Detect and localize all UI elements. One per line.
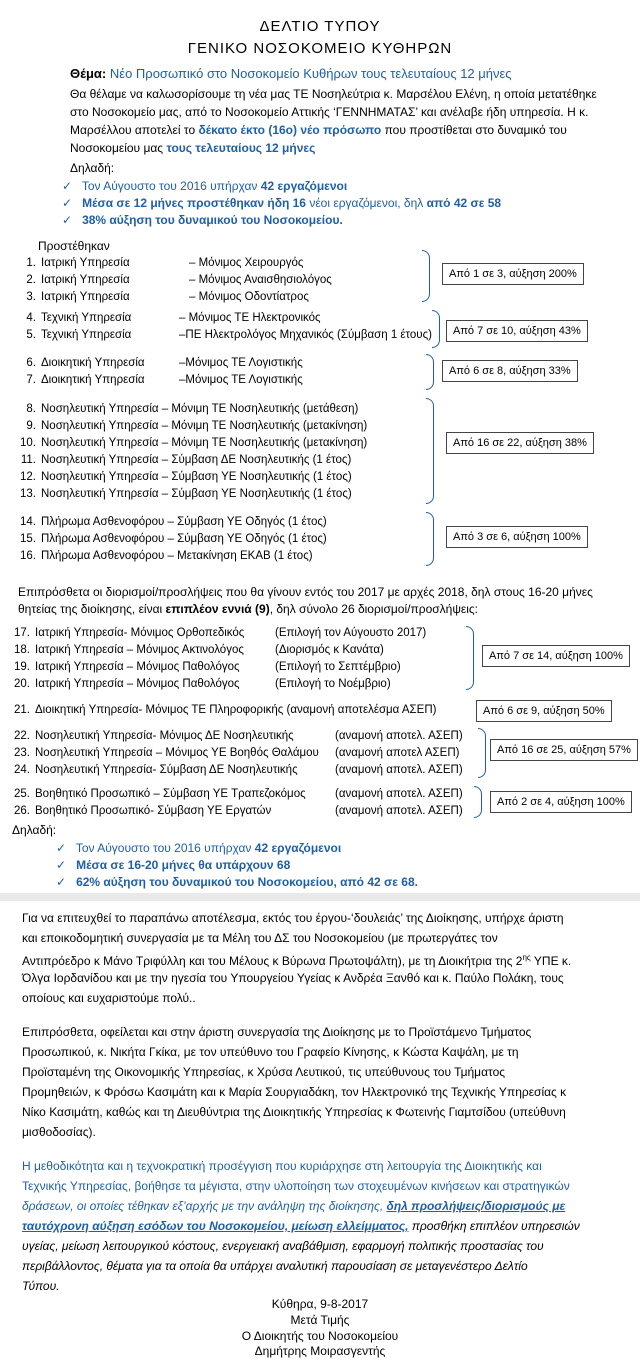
para3-l4: ταυτόχρονη αύξηση εσόδων του Νοσοκομείου, μείωση ελλείμματος, προσθήκη επιπλέον υπηρεσιών xyxy=(22,1219,580,1233)
subject xyxy=(70,66,512,82)
brace xyxy=(426,354,434,390)
stat-box: Από 16 σε 22, αύξηση 38% xyxy=(446,432,594,454)
stat-box: Από 3 σε 6, αύξηση 100% xyxy=(446,526,588,548)
list-item: 21. Διοικητική Υπηρεσία- Μόνιμος ΤΕ Πληροφορικής (αναμονή αποτελέσμα ΑΣΕΠ) xyxy=(14,704,437,716)
summary1-label: Δηλαδή: xyxy=(70,161,115,175)
summary1-item2a: Μέσα σε 12 μήνες προστέθηκαν ήδη 16 xyxy=(82,196,306,210)
brace xyxy=(466,626,474,690)
signature-regards: Μετά Τιμής xyxy=(290,1313,350,1327)
signature-place-date: Κύθηρα, 9-8-2017 xyxy=(271,1297,369,1311)
para2-l1: Επιπρόσθετα, οφείλεται και στην άριστη συνεργασία της Διοίκησης με το Προϊστάμενο Τμήματος xyxy=(22,1025,532,1039)
list-item: 13. Νοσηλευτική Υπηρεσία – Σύμβαση ΥΕ Νοσηλευτικής (1 έτος) xyxy=(20,488,352,500)
list-item: 12. Νοσηλευτική Υπηρεσία – Σύμβαση ΥΕ Νοσηλευτικής (1 έτος) xyxy=(20,471,352,483)
para2-l5: Νίκο Κασιμάτη, καθώς και τη Διευθύντρια της Διοικητικής Υπηρεσίας κ Φωτεινής Γιαμτσίδου (υπεύθυνη xyxy=(22,1105,566,1119)
brace xyxy=(478,728,486,778)
check-icon: ✓ xyxy=(62,213,73,227)
mid-line2c: , δηλ σύνολο 26 διορισμοί/προσλήψεις: xyxy=(269,602,479,616)
intro-line3b: δέκατο έκτο (16ο) νέο πρόσωπο xyxy=(198,123,382,137)
intro-line3 xyxy=(70,122,567,138)
stat-box: Από 6 σε 8, αύξηση 33% xyxy=(442,360,578,382)
list-item: 1. Ιατρική Υπηρεσία – Μόνιμος Χειρουργός xyxy=(26,257,304,269)
summary1-item3 xyxy=(62,212,343,228)
page-divider xyxy=(0,893,640,901)
list-item: 20. Ιατρική Υπηρεσία – Μόνιμος Παθολόγος (Επιλογή το Νοέμβριο) xyxy=(14,678,391,690)
signature-title: Ο Διοικητής του Νοσοκομείου xyxy=(241,1329,399,1343)
check-icon: ✓ xyxy=(62,179,73,193)
summary2-item3 xyxy=(56,874,418,890)
stat-box: Από 6 σε 9, αύξηση 50% xyxy=(476,700,612,722)
para3-link1: δηλ προσλήψεις/διορισμούς με xyxy=(386,1199,566,1213)
list-item: 16. Πλήρωμα Ασθενοφόρου – Μετακίνηση ΕΚΑΒ (1 έτος) xyxy=(20,550,313,562)
para3-l1: Η μεθοδικότητα και η τεχνοκρατική προσέγγιση που κυριάρχησε στη λειτουργία της Διοικητικής και xyxy=(22,1159,542,1173)
para3-l6: περιβάλλοντος, θέματα για τα οποία θα υπάρχει αναλυτική παρουσίαση σε μεταγενέστερο Δελτίο xyxy=(22,1259,528,1273)
list-item: 3. Ιατρική Υπηρεσία – Μόνιμος Οδοντίατρος xyxy=(26,291,309,303)
para1-l2: και εποικοδομητική συνεργασία με τα Μέλη του ΔΣ του Νοσοκομείου (με πρωτεργάτες τον xyxy=(22,931,498,945)
para2-l6: μισθοδοσίας). xyxy=(22,1125,96,1139)
para3-link2: ταυτόχρονη αύξηση εσόδων του Νοσοκομείου, μείωση ελλείμματος, xyxy=(22,1219,409,1233)
list-item: 10. Νοσηλευτική Υπηρεσία – Μόνιμη ΤΕ Νοσηλευτικής (μετακίνηση) xyxy=(20,437,368,449)
intro-line1: Θα θέλαμε να καλωσορίσουμε τη νέα μας ΤΕ Νοσηλεύτρια κ. Μαρσέλου Ελένη, η οποία μετατέθηκε xyxy=(70,87,597,101)
summary2-item1 xyxy=(56,840,341,856)
stat-box: Από 7 σε 14, αύξηση 100% xyxy=(482,645,630,667)
brace xyxy=(432,310,440,348)
list-item: 25. Βοηθητικό Προσωπικό – Σύμβαση ΥΕ Τραπεζοκόμος (αναμονή αποτελ. ΑΣΕΠ) xyxy=(14,788,463,800)
summary1-item2c: από 42 σε 58 xyxy=(426,196,502,210)
list-item: 8. Νοσηλευτική Υπηρεσία – Μόνιμη ΤΕ Νοσηλευτικής (μετάθεση) xyxy=(26,403,359,415)
intro-line4b: τους τελευταίους 12 μήνες xyxy=(166,141,316,155)
check-icon: ✓ xyxy=(56,858,67,872)
summary2-item3-text: 62% αύξηση του δυναμικού του Νοσοκομείου, από 42 σε 68. xyxy=(76,875,418,889)
para1-l5: οποίους και ευχαριστούμε πολύ.. xyxy=(22,991,196,1005)
stat-box: Από 7 σε 10, αύξηση 43% xyxy=(446,320,588,342)
header-line1: ΔΕΛΤΙΟ ΤΥΠΟΥ xyxy=(259,18,381,35)
intro-line3a: Μαρσέλλου αποτελεί το xyxy=(70,123,196,137)
mid-line2 xyxy=(18,601,478,617)
para1-l4: Όλγα Ιορδανίδου και με την ηγεσία του Υπουργείου Υγείας κ Ανδρέα Ξανθό και κ. Παύλο Πολάκη, τους xyxy=(22,971,564,985)
list-item: 6. Διοικητική Υπηρεσία –Μόνιμος ΤΕ Λογιστικής xyxy=(26,357,303,369)
subject-label: Θέμα: xyxy=(70,66,107,81)
list-item: 17. Ιατρική Υπηρεσία- Μόνιμος Ορθοπεδικός (Επιλογή τον Αύγουστο 2017) xyxy=(14,627,427,639)
list-item: 4. Τεχνική Υπηρεσία – Μόνιμος ΤΕ Ηλεκτρονικός xyxy=(26,312,321,324)
added-label: Προστέθηκαν xyxy=(38,239,110,253)
summary1-item3-text: 38% αύξηση του δυναμικού του Νοσοκομείου. xyxy=(82,213,343,227)
para3-l7: Τύπου. xyxy=(22,1279,60,1293)
stat-box: Από 1 σε 3, αύξηση 200% xyxy=(442,263,584,285)
intro-line4 xyxy=(70,140,315,156)
brace xyxy=(426,512,434,566)
list-item: 5. Τεχνική Υπηρεσία –ΠΕ Ηλεκτρολόγος Μηχανικός (Σύμβαση 1 έτους) xyxy=(26,329,432,341)
list-item: 19. Ιατρική Υπηρεσία – Μόνιμος Παθολόγος (Επιλογή το Σεπτέμβριο) xyxy=(14,661,401,673)
mid-line2b: επιπλέον εννιά (9) xyxy=(165,602,270,616)
stat-box: Από 16 σε 25, αύξηση 57% xyxy=(490,739,638,761)
list-item: 23. Νοσηλευτική Υπηρεσία – Μόνιμος ΥΕ Βοηθός Θαλάμου (αναμονή αποτελ ΑΣΕΠ) xyxy=(14,747,460,759)
para1-l1: Για να επιτευχθεί το παραπάνω αποτέλεσμα, εκτός του έργου-‘δουλειάς’ της Διοίκησης, υπήρχε άριστη xyxy=(22,911,564,925)
para3-l3: δράσεων, οι οποίες τέθηκαν εξ’αρχής με την ανάληψη της διοίκησης, δηλ προσλήψεις/διορισμούς με xyxy=(22,1199,566,1213)
list-item: 22. Νοσηλευτική Υπηρεσία- Μόνιμος ΔΕ Νοσηλευτικής (αναμονή αποτελ. ΑΣΕΠ) xyxy=(14,730,463,742)
summary2-item1b: 42 εργαζόμενοι xyxy=(254,841,342,855)
brace xyxy=(426,398,434,504)
list-item: 14. Πλήρωμα Ασθενοφόρου – Σύμβαση ΥΕ Οδηγός (1 έτος) xyxy=(20,516,327,528)
summary1-item1a: Τον Αύγουστο του 2016 υπήρχαν xyxy=(81,179,258,193)
para3-l2: Τεχνικής Υπηρεσίας, βοήθησε τα μέγιστα, στην υλοποίηση των στοχευμένων κινήσεων και στρατηγικών xyxy=(22,1179,570,1193)
list-item: 9. Νοσηλευτική Υπηρεσία – Μόνιμη ΤΕ Νοσηλευτικής (μετακίνηση) xyxy=(26,420,368,432)
para3-l5: υγείας, μείωση λειτουργικού κόστους, ενεργειακή αναβάθμιση, εφαρμογή πολιτικής προστασίας του xyxy=(22,1239,544,1253)
stat-box: Από 2 σε 4, αύξηση 100% xyxy=(490,791,632,813)
intro-line2: στο Νοσοκομείο μας, από το Νοσοκομείο Αττικής ‘ΓΕΝΝΗΜΑΤΑΣ’ και ανέλαβε ήδη υπηρεσία. Η κ. xyxy=(70,105,589,119)
check-icon: ✓ xyxy=(56,875,67,889)
list-item: 26. Βοηθητικό Προσωπικό- Σύμβαση ΥΕ Εργατών (αναμονή αποτελ. ΑΣΕΠ) xyxy=(14,805,463,817)
summary1-item2 xyxy=(62,195,501,211)
mid-line1: Επιπρόσθετα οι διορισμοί/προσλήψεις που θα γίνουν εντός του 2017 με αρχές 2018, δηλ στους 16-20 μήνες xyxy=(18,585,593,599)
para2-l2: Προσωπικού, κ. Νικήτα Γκίκα, με τον υπεύθυνο του Γραφείο Κίνησης, κ Κώστα Καψάλη, με τη xyxy=(22,1045,519,1059)
summary2-item2-text: Μέσα σε 16-20 μήνες θα υπάρχουν 68 xyxy=(76,858,291,872)
signature-name: Δημήτρης Μοιρασγεντής xyxy=(254,1344,386,1358)
list-item: 7. Διοικητική Υπηρεσία –Μόνιμος ΤΕ Λογιστικής xyxy=(26,374,303,386)
list-item: 18. Ιατρική Υπηρεσία – Μόνιμος Ακτινολόγος (Διορισμός κ Κανάτα) xyxy=(14,644,384,656)
header-line2: ΓΕΝΙΚΟ ΝΟΣΟΚΟΜΕΙΟ ΚΥΘΗΡΩΝ xyxy=(187,40,453,57)
summary2-item1a: Τον Αύγουστο του 2016 υπήρχαν xyxy=(75,841,252,855)
para2-l4: Προμηθειών, κ Φρόσω Κασιμάτη και κ Μαρία Σουργιαδάκη, τον Ηλεκτρονικό της Τεχνικής Υπηρεσίας κ xyxy=(22,1085,567,1099)
brace xyxy=(474,786,482,818)
intro-line3c: που προστίθεται στο δυναμικό του xyxy=(384,123,567,137)
list-item: 24. Νοσηλευτική Υπηρεσία- Σύμβαση ΔΕ Νοσηλευτικής (αναμονή αποτελ. ΑΣΕΠ) xyxy=(14,764,463,776)
para1-l3: Αντιπρόεδρο κ Μάνο Τριφύλλη και του Μέλους κ Βύρωνα Πρωτοψάλτη), με τη Διοικήτρια της $2^{\eta\varsigma}$ ΥΠΕ κ. xyxy=(22,953,572,968)
intro-line4a: Νοσοκομείου μας xyxy=(70,141,164,155)
list-item: 2. Ιατρική Υπηρεσία – Μόνιμος Αναισθησιολόγος xyxy=(26,274,332,286)
subject-text: Νέο Προσωπικό στο Νοσοκομείο Κυθήρων τους τελευταίους 12 μήνες xyxy=(109,66,512,81)
para2-l3: Προϊσταμένη της Οικονομικής Υπηρεσίας, κ Χρύσα Λευτικού, τις υπεύθυνους του Τμήματος xyxy=(22,1065,506,1079)
list-item: 11. Νοσηλευτική Υπηρεσία – Σύμβαση ΔΕ Νοσηλευτικής (1 έτος) xyxy=(20,454,352,466)
check-icon: ✓ xyxy=(56,841,67,855)
summary1-item1b: 42 εργαζόμενοι xyxy=(260,179,348,193)
mid-line2a: θητείας της διοίκησης, είναι xyxy=(18,602,163,616)
summary2-label: Δηλαδή: xyxy=(12,823,57,837)
list-item: 15. Πλήρωμα Ασθενοφόρου – Σύμβαση ΥΕ Οδηγός (1 έτος) xyxy=(20,533,327,545)
summary1-item2b: νέοι εργαζόμενοι, δηλ xyxy=(309,196,424,210)
check-icon: ✓ xyxy=(62,196,73,210)
summary2-item2 xyxy=(56,857,290,873)
summary1-item1 xyxy=(62,178,347,194)
brace xyxy=(422,250,430,302)
